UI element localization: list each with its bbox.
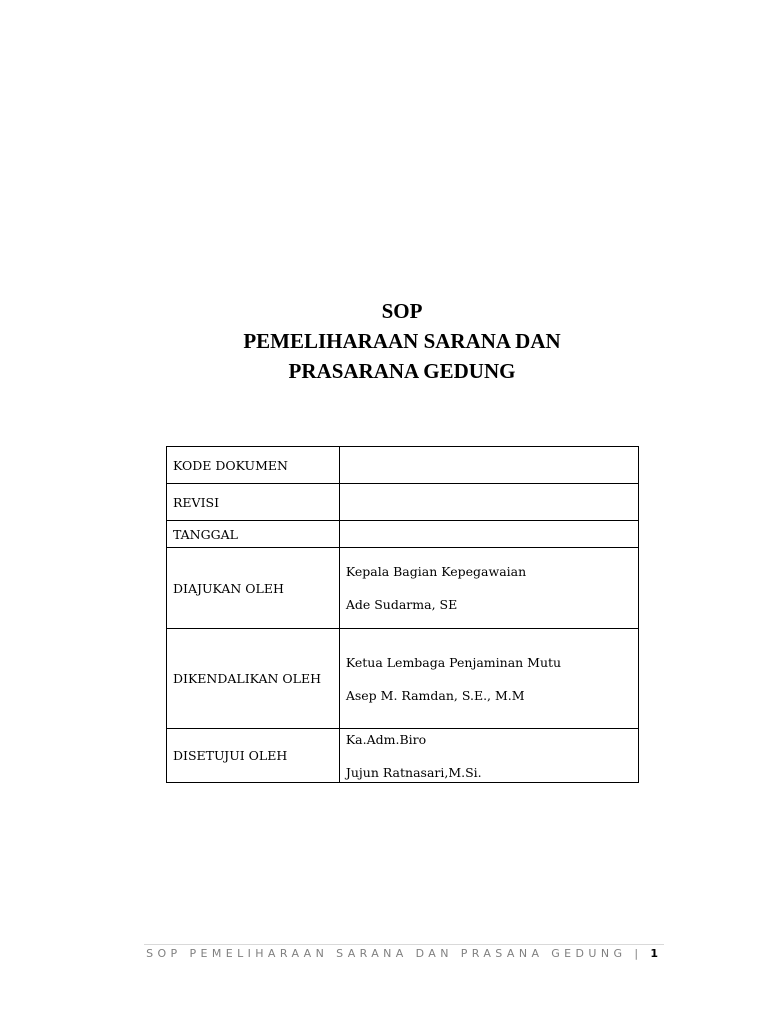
footer-separator: | — [634, 947, 643, 960]
table-row-revisi — [167, 484, 639, 521]
signer-name: Asep M. Ramdan, S.E., M.M — [345, 687, 525, 703]
page-footer — [146, 947, 658, 960]
title-line-1: SOP — [381, 299, 423, 323]
row-value — [339, 729, 638, 783]
document-info-table — [166, 446, 639, 783]
table-row-diajukan-oleh — [167, 548, 639, 629]
document-title — [0, 296, 768, 386]
row-value — [339, 548, 638, 629]
page-number: 1 — [650, 947, 658, 960]
row-value — [339, 447, 638, 484]
row-label: KODE DOKUMEN — [167, 447, 340, 484]
signer-name: Jujun Ratnasari,M.Si. — [345, 764, 482, 780]
row-value — [339, 629, 638, 729]
row-label: DIAJUKAN OLEH — [167, 548, 340, 629]
row-label: TANGGAL — [167, 521, 340, 548]
row-value — [339, 521, 638, 548]
footer-divider — [144, 944, 664, 945]
title-line-3: PRASARANA GEDUNG — [288, 359, 516, 383]
table-row-disetujui-oleh — [167, 729, 639, 783]
footer-title: SOP PEMELIHARAAN SARANA DAN PRASANA GEDUNG — [146, 947, 627, 960]
signer-role: Ka.Adm.Biro — [345, 731, 427, 747]
table-row-tanggal — [167, 521, 639, 548]
row-value — [339, 484, 638, 521]
row-label: DISETUJUI OLEH — [167, 729, 340, 783]
signer-name: Ade Sudarma, SE — [345, 597, 458, 612]
signer-role: Kepala Bagian Kepegawaian — [345, 564, 527, 579]
signer-role: Ketua Lembaga Penjaminan Mutu — [345, 654, 562, 670]
title-line-2: PEMELIHARAAN SARANA DAN — [243, 329, 561, 353]
row-label: DIKENDALIKAN OLEH — [167, 629, 340, 729]
table-row-kode-dokumen — [167, 447, 639, 484]
row-label: REVISI — [167, 484, 340, 521]
table-row-dikendalikan-oleh — [167, 629, 639, 729]
